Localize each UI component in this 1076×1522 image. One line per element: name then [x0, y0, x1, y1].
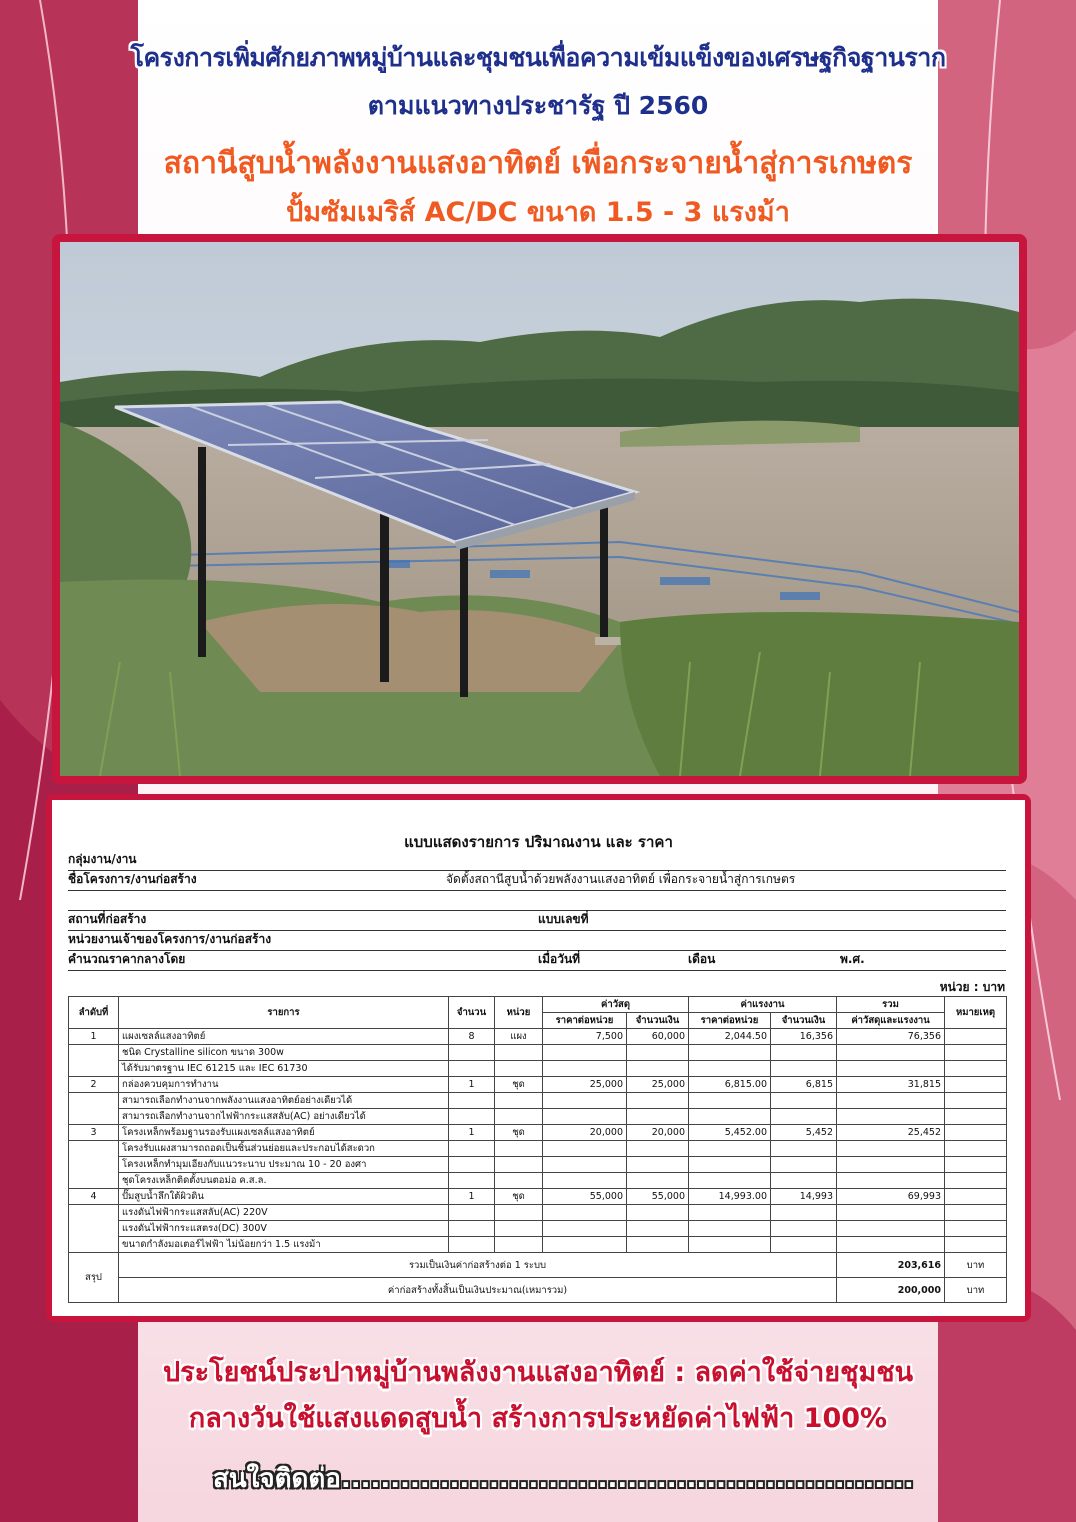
row-material-unit-price: 7,500 — [543, 1029, 627, 1045]
detail-empty — [945, 1045, 1007, 1061]
detail-no — [69, 1205, 119, 1221]
solar-pump-photo — [60, 242, 1019, 776]
solar-panel-scene — [60, 242, 1019, 776]
summary-currency: บาท — [945, 1278, 1007, 1303]
detail-empty — [627, 1093, 689, 1109]
row-remark — [945, 1189, 1007, 1205]
table-detail-row — [69, 1157, 1007, 1173]
row-labor-unit-price: 14,993.00 — [689, 1189, 771, 1205]
row-material-unit-price: 20,000 — [543, 1125, 627, 1141]
row-labor-unit-price: 6,815.00 — [689, 1077, 771, 1093]
detail-empty — [495, 1109, 543, 1125]
row-material-amount: 55,000 — [627, 1189, 689, 1205]
summary-line2-value: 200,000 — [837, 1278, 945, 1303]
detail-no — [69, 1093, 119, 1109]
row-unit: แผง — [495, 1029, 543, 1045]
detail-empty — [495, 1093, 543, 1109]
detail-no — [69, 1045, 119, 1061]
benefit-line-1: ประโยชน์ประปาหมู่บ้านพลังงานแสงอาทิตย์ : ลดค่าใช้จ่ายชุมชน — [162, 1357, 914, 1388]
month-label: เดือน — [688, 952, 716, 966]
detail-empty — [495, 1045, 543, 1061]
table-detail-row — [69, 1221, 1007, 1237]
detail-no — [69, 1061, 119, 1077]
row-no: 2 — [69, 1077, 119, 1093]
detail-empty — [689, 1221, 771, 1237]
detail-empty — [945, 1205, 1007, 1221]
detail-empty — [689, 1093, 771, 1109]
row-material-amount: 20,000 — [627, 1125, 689, 1141]
detail-no — [69, 1221, 119, 1237]
col-total: รวม — [837, 997, 945, 1013]
detail-empty — [837, 1237, 945, 1253]
summary-line1-value: 203,616 — [837, 1253, 945, 1278]
detail-empty — [837, 1205, 945, 1221]
row-total: 25,452 — [837, 1125, 945, 1141]
row-unit: ชุด — [495, 1125, 543, 1141]
table-detail-row — [69, 1237, 1007, 1253]
detail-empty — [627, 1109, 689, 1125]
detail-empty — [945, 1237, 1007, 1253]
boq-frame — [46, 794, 1031, 1322]
detail-empty — [771, 1173, 837, 1189]
table-row — [69, 1029, 1007, 1045]
group-label: กลุ่มงาน/งาน — [68, 852, 137, 866]
table-row — [69, 1125, 1007, 1141]
table-detail-row — [69, 1173, 1007, 1189]
detail-empty — [771, 1093, 837, 1109]
row-qty: 1 — [449, 1189, 495, 1205]
detail-empty — [627, 1173, 689, 1189]
summary-row — [69, 1253, 1007, 1278]
detail-empty — [449, 1109, 495, 1125]
row-qty: 1 — [449, 1125, 495, 1141]
col-no: ลำดับที่ — [69, 997, 119, 1029]
detail-empty — [449, 1141, 495, 1157]
row-labor-unit-price: 2,044.50 — [689, 1029, 771, 1045]
detail-empty — [627, 1045, 689, 1061]
row-remark — [945, 1125, 1007, 1141]
row-labor-amount: 6,815 — [771, 1077, 837, 1093]
detail-empty — [689, 1205, 771, 1221]
detail-empty — [771, 1141, 837, 1157]
detail-empty — [495, 1205, 543, 1221]
detail-text: โครงเหล็กทำมุมเอียงกับแนวระนาบ ประมาณ 10 - 20 องศา — [119, 1157, 449, 1173]
detail-empty — [837, 1221, 945, 1237]
detail-empty — [771, 1157, 837, 1173]
summary-currency: บาท — [945, 1253, 1007, 1278]
row-total: 76,356 — [837, 1029, 945, 1045]
row-item: แผงเซลล์แสงอาทิตย์ — [119, 1029, 449, 1045]
detail-empty — [945, 1061, 1007, 1077]
detail-empty — [449, 1237, 495, 1253]
detail-empty — [627, 1061, 689, 1077]
detail-empty — [689, 1109, 771, 1125]
year-label: พ.ศ. — [840, 952, 865, 966]
contact-line: สนใจติดต่อ.......................................................... — [213, 1464, 914, 1494]
group-row — [68, 852, 1006, 871]
col-remark: หมายเหตุ — [945, 997, 1007, 1029]
row-material-amount: 60,000 — [627, 1029, 689, 1045]
col-item: รายการ — [119, 997, 449, 1029]
summary-line2-label: ค่าก่อสร้างทั้งสิ้นเป็นเงินประมาณ(เหมารวม) — [119, 1278, 837, 1303]
row-no: 4 — [69, 1189, 119, 1205]
project-value: จัดตั้งสถานีสูบน้ำด้วยพลังงานแสงอาทิตย์ เพื่อกระจายน้ำสู่การเกษตร — [446, 872, 796, 886]
detail-empty — [449, 1221, 495, 1237]
detail-text: สามารถเลือกทำงานจากไฟฟ้ากระแสสลับ(AC) อย่างเดียวได้ — [119, 1109, 449, 1125]
header-line-3: สถานีสูบน้ำพลังงานแสงอาทิตย์ เพื่อกระจายน้ำสู่การเกษตร — [163, 146, 913, 181]
row-labor-amount: 14,993 — [771, 1189, 837, 1205]
detail-empty — [543, 1045, 627, 1061]
detail-empty — [689, 1237, 771, 1253]
detail-empty — [627, 1205, 689, 1221]
calc-label: คำนวณราคากลางโดย — [68, 952, 186, 966]
detail-empty — [837, 1109, 945, 1125]
boq-title: แบบแสดงรายการ ปริมาณงาน และ ราคา — [404, 833, 673, 851]
summary-line1-label: รวมเป็นเงินค่าก่อสร้างต่อ 1 ระบบ — [119, 1253, 837, 1278]
detail-empty — [689, 1045, 771, 1061]
detail-text: ชนิด Crystalline silicon ขนาด 300w — [119, 1045, 449, 1061]
detail-empty — [837, 1173, 945, 1189]
detail-empty — [543, 1141, 627, 1157]
unit-note: หน่วย : บาท — [939, 980, 1005, 994]
col-qty: จำนวน — [449, 997, 495, 1029]
table-detail-row — [69, 1205, 1007, 1221]
col-labor-unit-price: ราคาต่อหน่วย — [689, 1013, 771, 1029]
detail-empty — [495, 1157, 543, 1173]
detail-text: ชุดโครงเหล็กติดตั้งบนตอม่อ ค.ส.ล. — [119, 1173, 449, 1189]
site-row — [68, 912, 1006, 931]
row-qty: 1 — [449, 1077, 495, 1093]
detail-text: ขนาดกำลังมอเตอร์ไฟฟ้า ไม่น้อยกว่า 1.5 แรงม้า — [119, 1237, 449, 1253]
row-unit: ชุด — [495, 1189, 543, 1205]
detail-empty — [543, 1173, 627, 1189]
date-label: เมื่อวันที่ — [538, 952, 581, 966]
row-total: 69,993 — [837, 1189, 945, 1205]
detail-empty — [627, 1157, 689, 1173]
col-labor-amount: จำนวนเงิน — [771, 1013, 837, 1029]
col-unit: หน่วย — [495, 997, 543, 1029]
table-detail-row — [69, 1045, 1007, 1061]
detail-empty — [449, 1205, 495, 1221]
row-material-amount: 25,000 — [627, 1077, 689, 1093]
detail-text: แรงดันไฟฟ้ากระแสสลับ(AC) 220V — [119, 1205, 449, 1221]
detail-empty — [689, 1141, 771, 1157]
row-labor-amount: 5,452 — [771, 1125, 837, 1141]
row-total: 31,815 — [837, 1077, 945, 1093]
header-line-2: ตามแนวทางประชารัฐ ปี 2560 — [367, 91, 709, 120]
detail-empty — [543, 1061, 627, 1077]
table-detail-row — [69, 1141, 1007, 1157]
row-remark — [945, 1029, 1007, 1045]
row-qty: 8 — [449, 1029, 495, 1045]
row-item: ปั๊มสูบน้ำลึกใต้ผิวดิน — [119, 1189, 449, 1205]
detail-text: โครงรับแผงสามารถถอดเป็นชิ้นส่วนย่อยและประกอบได้สะดวก — [119, 1141, 449, 1157]
row-material-unit-price: 55,000 — [543, 1189, 627, 1205]
owner-row — [68, 932, 1006, 951]
project-label: ชื่อโครงการ/งานก่อสร้าง — [68, 872, 197, 886]
detail-no — [69, 1237, 119, 1253]
detail-empty — [627, 1141, 689, 1157]
summary-label: สรุป — [69, 1253, 119, 1303]
detail-empty — [837, 1045, 945, 1061]
detail-empty — [543, 1205, 627, 1221]
row-item: กล่องควบคุมการทำงาน — [119, 1077, 449, 1093]
boq-body — [69, 1029, 1007, 1303]
plan-no-label: แบบเลขที่ — [538, 912, 589, 926]
detail-empty — [771, 1045, 837, 1061]
detail-empty — [543, 1109, 627, 1125]
detail-empty — [449, 1045, 495, 1061]
detail-empty — [771, 1061, 837, 1077]
detail-no — [69, 1157, 119, 1173]
table-detail-row — [69, 1093, 1007, 1109]
table-detail-row — [69, 1061, 1007, 1077]
row-labor-unit-price: 5,452.00 — [689, 1125, 771, 1141]
row-material-unit-price: 25,000 — [543, 1077, 627, 1093]
table-row — [69, 1189, 1007, 1205]
detail-no — [69, 1141, 119, 1157]
col-material: ค่าวัสดุ — [543, 997, 689, 1013]
table-row — [69, 1077, 1007, 1093]
detail-empty — [495, 1141, 543, 1157]
row-remark — [945, 1077, 1007, 1093]
detail-empty — [837, 1093, 945, 1109]
detail-empty — [627, 1221, 689, 1237]
detail-empty — [689, 1061, 771, 1077]
detail-empty — [771, 1237, 837, 1253]
detail-text: แรงดันไฟฟ้ากระแสตรง(DC) 300V — [119, 1221, 449, 1237]
detail-empty — [543, 1093, 627, 1109]
detail-empty — [837, 1061, 945, 1077]
project-row — [68, 872, 1006, 891]
detail-empty — [945, 1173, 1007, 1189]
detail-empty — [837, 1157, 945, 1173]
col-total-sub: ค่าวัสดุและแรงงาน — [837, 1013, 945, 1029]
detail-empty — [771, 1109, 837, 1125]
row-unit: ชุด — [495, 1077, 543, 1093]
detail-no — [69, 1173, 119, 1189]
header-line-4: ปั้มซัมเมริส์ AC/DC ขนาด 1.5 - 3 แรงม้า — [286, 197, 790, 228]
detail-empty — [945, 1141, 1007, 1157]
detail-empty — [495, 1061, 543, 1077]
detail-text: สามารถเลือกทำงานจากพลังงานแสงอาทิตย์อย่างเดียวได้ — [119, 1093, 449, 1109]
calc-row — [68, 952, 1006, 971]
detail-empty — [449, 1157, 495, 1173]
detail-empty — [495, 1221, 543, 1237]
detail-empty — [945, 1157, 1007, 1173]
row-item: โครงเหล็กพร้อมฐานรองรับแผงเซลล์แสงอาทิตย์ — [119, 1125, 449, 1141]
detail-empty — [689, 1157, 771, 1173]
detail-empty — [543, 1221, 627, 1237]
table-detail-row — [69, 1109, 1007, 1125]
detail-empty — [945, 1093, 1007, 1109]
boq-table — [68, 996, 1007, 1303]
boq-document — [52, 800, 1025, 1316]
detail-empty — [543, 1157, 627, 1173]
detail-text: ได้รับมาตรฐาน IEC 61215 และ IEC 61730 — [119, 1061, 449, 1077]
header-line-1: โครงการเพิ่มศักยภาพหมู่บ้านและชุมชนเพื่อความเข้มแข็งของเศรษฐกิจฐานราก — [130, 43, 946, 72]
detail-empty — [543, 1237, 627, 1253]
row-labor-amount: 16,356 — [771, 1029, 837, 1045]
col-material-unit-price: ราคาต่อหน่วย — [543, 1013, 627, 1029]
col-material-amount: จำนวนเงิน — [627, 1013, 689, 1029]
detail-empty — [945, 1221, 1007, 1237]
col-labor: ค่าแรงงาน — [689, 997, 837, 1013]
detail-empty — [449, 1061, 495, 1077]
summary-row — [69, 1278, 1007, 1303]
detail-empty — [449, 1093, 495, 1109]
row-no: 3 — [69, 1125, 119, 1141]
detail-empty — [449, 1173, 495, 1189]
photo-frame — [52, 234, 1027, 784]
detail-empty — [771, 1205, 837, 1221]
detail-empty — [771, 1221, 837, 1237]
detail-empty — [495, 1173, 543, 1189]
detail-empty — [945, 1109, 1007, 1125]
detail-no — [69, 1109, 119, 1125]
detail-empty — [837, 1141, 945, 1157]
benefit-line-2: กลางวันใช้แสงแดดสูบน้ำ สร้างการประหยัดค่าไฟฟ้า 100% — [188, 1403, 888, 1434]
blank-row — [68, 892, 1006, 911]
detail-empty — [689, 1173, 771, 1189]
site-label: สถานที่ก่อสร้าง — [68, 912, 147, 926]
detail-empty — [495, 1237, 543, 1253]
row-no: 1 — [69, 1029, 119, 1045]
detail-empty — [627, 1237, 689, 1253]
owner-label: หน่วยงานเจ้าของโครงการ/งานก่อสร้าง — [68, 932, 272, 946]
